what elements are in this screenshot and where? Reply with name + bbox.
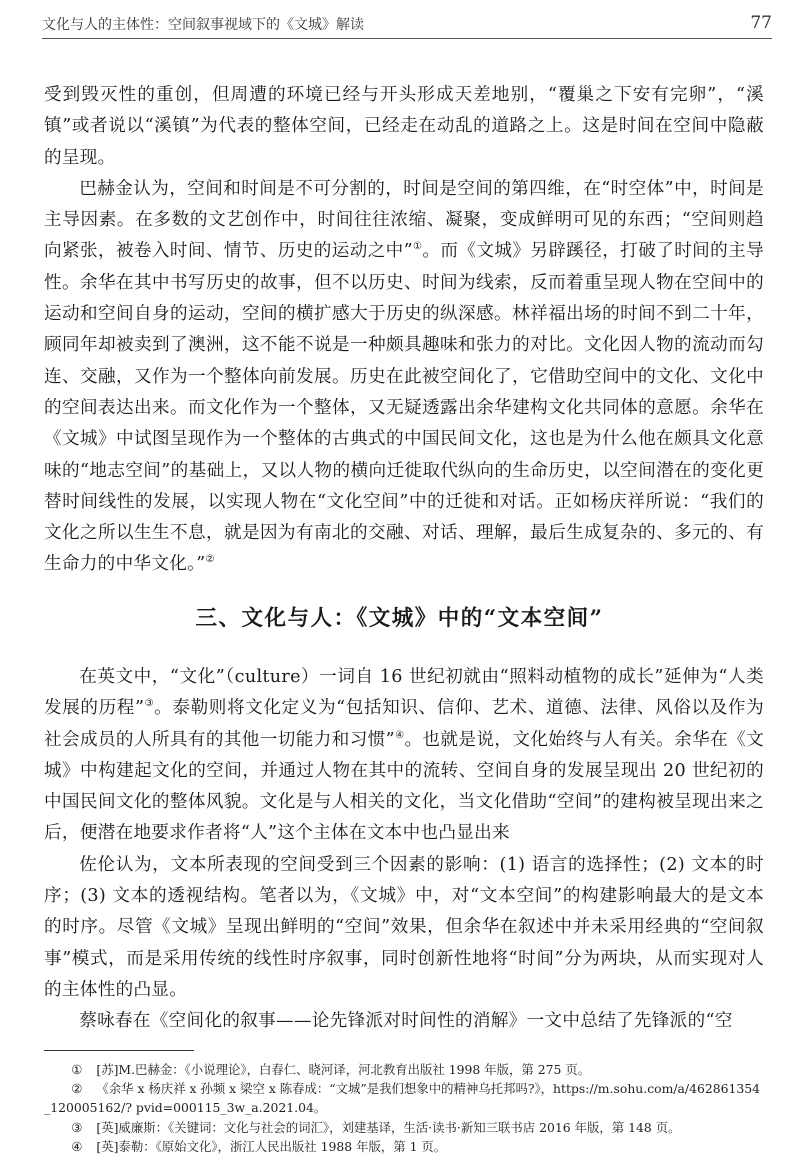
footnote-text: [苏]M.巴赫金：《小说理论》，白春仁、晓河译，河北教育出版社 1998 年版，第 275 页。 xyxy=(96,1062,591,1077)
text-run: 。而《文城》另辟蹊径，打破了时间的主导性。余华在其中书写历史的故事，但不以历史、时间为线索，反而着重呈现人物在空间中的运动和空间自身的运动，空间的横扩感大于历史的纵深感。林祥福出场的时间不到二十年，顾同年却被卖到了澳洲，这不能不说是一种颇具趣味和张力的对比。文化因人物的流动而勾连、交融，又作为一个整体向前发展。历史在此被空间化了，它借助空间中的文化、文化中的空间表达出来。而文化作为一个整体，又无疑透露出余华建构文化共同体的意愿。余华在《文城》中试图呈现作为一个整体的古典式的中国民间文化，这也是为什么他在颇具文化意味的“地志空间”的基础上，又以人物的横向迁徙取代纵向的生命历史，以空间潜在的变化更替时间线性的发展，以实现人物在“文化空间”中的迁徙和对话。正如杨庆祥所说：“我们的文化之所以生生不息，就是因为有南北的交融、对话、理解，最后生成复杂的、多元的、有生命力的中华文化。” xyxy=(44,241,765,575)
running-title: 文化与人的主体性：空间叙事视域下的《文城》解读 xyxy=(42,17,364,33)
text-run: 巴赫金认为，空间和时间是不可分割的，时间是空间的第四维，在“时空体”中，时间是主导因素。在多数的文艺创作中，时间往往浓缩、凝聚，变成鲜明可见的东西；“空间则趋向紧张，被卷入时间、情节、历史的运动之中” xyxy=(44,178,764,262)
footnote-mark: ③ xyxy=(71,1119,83,1135)
text-run: 蔡咏春在《空间化的叙事——论先锋派对时间性的消解》一文中总结了先锋派的“空 xyxy=(79,1011,733,1032)
paragraph xyxy=(44,662,764,850)
footnote-text: 《余华 x 杨庆祥 x 孙频 x 梁空 x 陈春成：“文城”是我们想象中的精神乌托邦吗?》，https://m.sohu.com/a/462861354_120005162/? pvid=000115_3w_a.2021.04。 xyxy=(44,1081,761,1116)
footnote-text: [英]泰勒：《原始文化》，浙江人民出版社 1988 年版，第 1 页。 xyxy=(96,1138,447,1154)
footnote xyxy=(44,1137,762,1156)
footnote-mark: ④ xyxy=(71,1138,83,1154)
running-header xyxy=(42,14,772,44)
paragraph xyxy=(44,80,764,174)
page-number: 77 xyxy=(750,13,772,33)
header-rule xyxy=(42,38,772,39)
footnote-ref[interactable]: ① xyxy=(412,241,423,253)
text-run: 受到毁灭性的重创，但周遭的环境已经与开头形成天差地别，“覆巢之下安有完卵”，“溪镇”或者说以“溪镇”为代表的整体空间，已经走在动乱的道路之上。这是时间在空间中隐蔽的呈现。 xyxy=(44,85,764,168)
section-heading: 三、文化与人：《文城》中的“文本空间” xyxy=(195,606,604,631)
text-run: 佐伦认为，文本所表现的空间受到三个因素的影响：(1) 语言的选择性；(2) 文本的时序；(3) 文本的透视结构。笔者以为，《文城》中，对“文本空间”的构建影响最大的是文本的时序。尽管《文城》呈现出鲜明的“空间”效果，但余华在叙述中并未采用经典的“空间叙事”模式，而是采用传统的线性时序叙事，同时创新性地将“时间”分为两块，从而实现对人的主体性的凸显。 xyxy=(44,854,764,1000)
footnotes xyxy=(44,1060,762,1156)
paragraph xyxy=(44,850,764,1006)
text-run: 在英文中，“文化”（culture）一词自 16 世纪初就由“照料动植物的成长”延伸为“人类发展的历程” xyxy=(44,667,764,719)
footnote xyxy=(44,1079,762,1117)
footnote-ref[interactable]: ④ xyxy=(394,729,405,741)
footnote-ref[interactable]: ② xyxy=(205,554,215,566)
body-text-top xyxy=(44,80,764,581)
text-run: 。泰勒则将文化定义为“包括知识、信仰、艺术、道德、法律、风俗以及作为社会成员的人所具有的其他一切能力和习惯” xyxy=(44,698,765,750)
text-run: 。也就是说，文化始终与人有关。余华在《文城》中构建起文化的空间，并通过人物在其中的流转、空间自身的发展呈现出 20 世纪初的中国民间文化的整体风貌。文化是与人相关的文化，当文化借助“空间”的建构被呈现出来之后，便潜在地要求作者将“人”这个主体在文本中也凸显出来 xyxy=(44,729,765,844)
footnote-ref[interactable]: ③ xyxy=(144,698,155,710)
footnote xyxy=(44,1118,762,1137)
footnote-mark: ② xyxy=(71,1081,83,1097)
footnote xyxy=(44,1060,762,1079)
paragraph xyxy=(44,174,764,581)
paragraph xyxy=(44,1006,764,1037)
body-text-bottom xyxy=(44,662,764,1038)
footnote-mark: ① xyxy=(71,1062,83,1077)
footnote-rule xyxy=(44,1050,194,1051)
footnote-text: [英]威廉斯：《关键词：文化与社会的词汇》，刘建基译，生活·读书·新知三联书店 2016 年版，第 148 页。 xyxy=(96,1119,681,1135)
